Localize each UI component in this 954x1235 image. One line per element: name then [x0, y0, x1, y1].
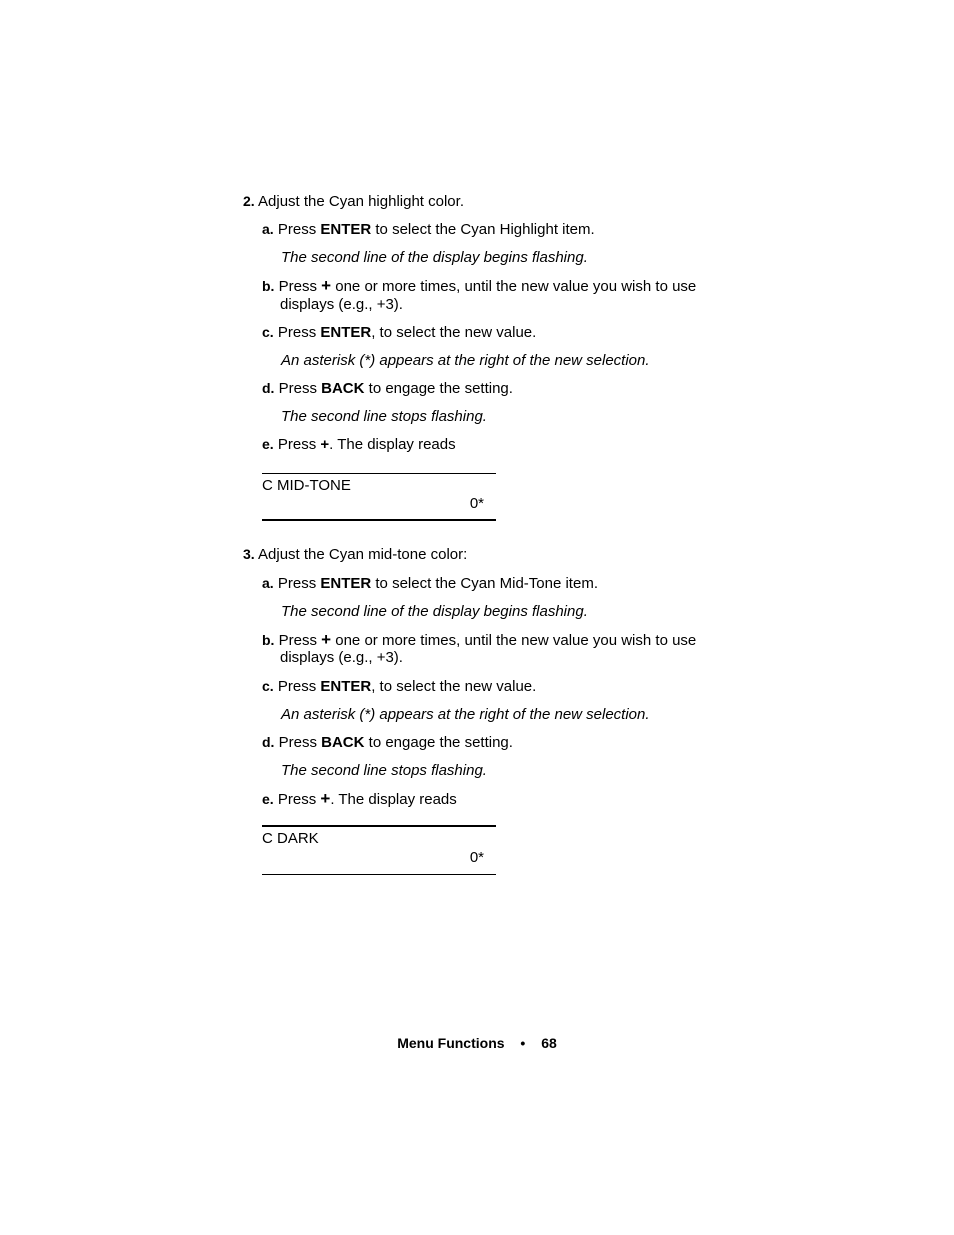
display-line-2: 0* — [469, 495, 484, 512]
substep-text: , to select the new value. — [371, 324, 537, 341]
substep-d-note: The second line stops flashing. — [281, 762, 487, 779]
step-2-heading — [243, 192, 464, 211]
substep-e — [262, 789, 457, 809]
substep-label: c. — [262, 324, 274, 340]
step-number: 3. — [243, 546, 255, 562]
substep-text: Press — [277, 575, 321, 592]
substep-d — [262, 733, 513, 752]
substep-label: d. — [262, 380, 275, 396]
substep-d-note: The second line stops flashing. — [281, 408, 487, 425]
display-bottom-rule — [262, 874, 496, 875]
key-plus: + — [321, 276, 332, 295]
step-title: Adjust the Cyan highlight color. — [258, 193, 464, 210]
substep-a-note: The second line of the display begins flashing. — [281, 603, 588, 620]
substep-a — [262, 220, 595, 239]
footer-bullet: • — [520, 1035, 526, 1051]
substep-b — [262, 276, 696, 296]
key-enter: ENTER — [320, 678, 372, 695]
substep-text: one or more times, until the new value you wish to use — [331, 632, 697, 649]
substep-text: , to select the new value. — [371, 678, 537, 695]
substep-text: to engage the setting. — [364, 380, 513, 397]
step-number: 2. — [243, 193, 255, 209]
substep-label: a. — [262, 221, 274, 237]
substep-text: one or more times, until the new value you wish to use — [331, 278, 697, 295]
substep-text: Press — [278, 380, 322, 397]
substep-text: . The display reads — [330, 791, 457, 808]
substep-label: e. — [262, 436, 274, 452]
display-line-1: C MID-TONE — [262, 477, 351, 494]
substep-text: Press — [278, 632, 322, 649]
display-top-rule — [262, 473, 496, 474]
substep-text: to engage the setting. — [364, 734, 513, 751]
substep-d — [262, 379, 513, 398]
display-top-rule — [262, 825, 496, 827]
substep-text: Press — [278, 734, 322, 751]
step-3-heading — [243, 545, 467, 564]
key-plus: + — [320, 436, 330, 453]
key-back: BACK — [321, 734, 365, 751]
step-title: Adjust the Cyan mid-tone color: — [258, 546, 468, 563]
substep-e — [262, 435, 456, 454]
substep-label: b. — [262, 632, 275, 648]
substep-text: Press — [277, 221, 321, 238]
substep-text: Press — [278, 278, 322, 295]
substep-c — [262, 677, 536, 696]
display-line-1: C DARK — [262, 830, 319, 847]
substep-c-note: An asterisk (*) appears at the right of the new selection. — [281, 706, 650, 723]
substep-b-continued: displays (e.g., +3). — [280, 296, 403, 313]
substep-c-note: An asterisk (*) appears at the right of the new selection. — [281, 352, 650, 369]
key-enter: ENTER — [320, 575, 372, 592]
substep-text: Press — [277, 678, 321, 695]
substep-a — [262, 574, 598, 593]
key-plus: + — [320, 789, 331, 808]
display-bottom-rule — [262, 519, 496, 521]
substep-text: Press — [277, 791, 321, 808]
substep-b — [262, 630, 696, 650]
footer-section: Menu Functions — [397, 1035, 505, 1051]
substep-label: e. — [262, 791, 274, 807]
key-back: BACK — [321, 380, 365, 397]
substep-label: c. — [262, 678, 274, 694]
substep-text: Press — [277, 324, 321, 341]
substep-c — [262, 323, 536, 342]
display-line-2: 0* — [469, 849, 484, 866]
page-number: 68 — [541, 1035, 557, 1051]
key-enter: ENTER — [320, 221, 372, 238]
key-plus: + — [321, 630, 332, 649]
substep-text: . The display reads — [329, 436, 456, 453]
substep-label: d. — [262, 734, 275, 750]
substep-b-continued: displays (e.g., +3). — [280, 649, 403, 666]
substep-text: Press — [277, 436, 321, 453]
substep-text: to select the Cyan Highlight item. — [371, 221, 595, 238]
page-footer — [0, 1034, 954, 1052]
substep-text: to select the Cyan Mid-Tone item. — [371, 575, 598, 592]
substep-a-note: The second line of the display begins flashing. — [281, 249, 588, 266]
substep-label: b. — [262, 278, 275, 294]
substep-label: a. — [262, 575, 274, 591]
key-enter: ENTER — [320, 324, 372, 341]
